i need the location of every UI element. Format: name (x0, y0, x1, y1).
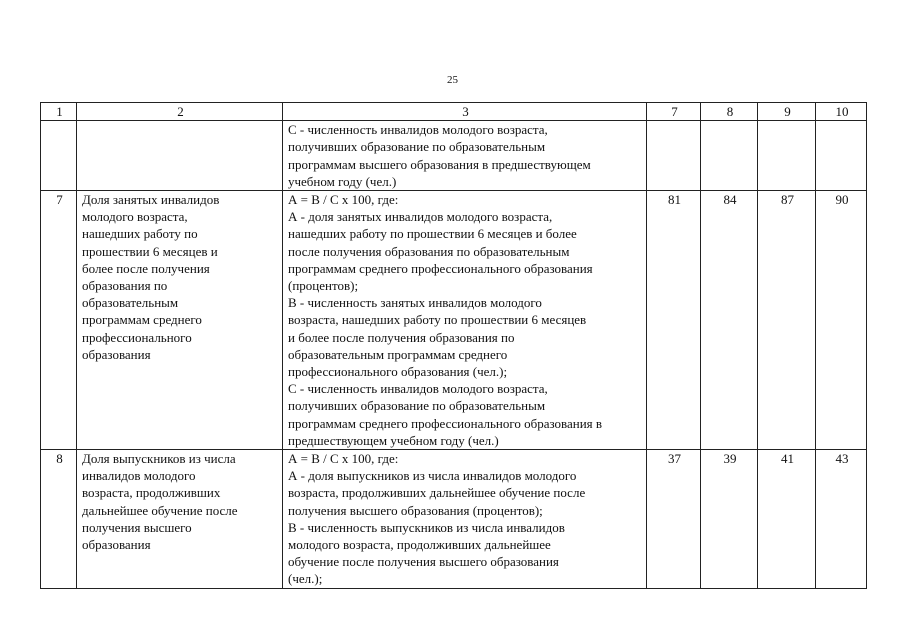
formula-line: А - доля занятых инвалидов молодого возраста, (288, 209, 553, 225)
indicator-name-line: возраста, продолживших (82, 485, 221, 501)
formula-line: А = В / С х 100, где: (288, 192, 399, 208)
formula-line: после получения образования по образовательным (288, 243, 570, 259)
indicator-name-line: дальнейшее обучение после (82, 502, 238, 518)
formula-line: образовательным программам среднего (288, 346, 508, 362)
column-header: 2 (77, 103, 283, 121)
indicator-name-line: прошествии 6 месяцев и (82, 243, 218, 259)
indicator-name-line: более после получения (82, 260, 210, 276)
formula-line: С - численность инвалидов молодого возраста, (288, 381, 548, 397)
value-cell-8: 39 (701, 450, 758, 589)
value-cell-9: 87 (758, 191, 816, 450)
indicator-name-line: образования по (82, 278, 168, 294)
table-row (41, 121, 867, 191)
value-cell-10: 90 (816, 191, 867, 450)
formula-cell (283, 450, 647, 589)
formula-line: возраста, нашедших работу по прошествии 6 месяцев (288, 312, 587, 328)
value-cell-7: 81 (647, 191, 701, 450)
indicator-name-line: Доля выпускников из числа (82, 451, 236, 467)
page-number: 25 (447, 74, 458, 86)
indicator-name-line: инвалидов молодого (82, 468, 196, 484)
value-cell-7 (647, 121, 701, 191)
formula-line: С - численность инвалидов молодого возраста, (288, 122, 548, 138)
formula-line: предшествующем учебном году (чел.) (288, 432, 499, 448)
column-header: 9 (758, 103, 816, 121)
indicator-name-cell (77, 450, 283, 589)
indicator-name-line: образовательным (82, 295, 179, 311)
formula-line: А - доля выпускников из числа инвалидов молодого (288, 468, 577, 484)
indicator-name-line: нашедших работу по (82, 226, 198, 242)
formula-line: программам среднего профессионального образования (288, 260, 593, 276)
formula-line: получивших образование по образовательным (288, 398, 546, 414)
formula-line: получения высшего образования (процентов); (288, 502, 543, 518)
formula-cell (283, 121, 647, 191)
table-header-row (41, 103, 867, 121)
column-header: 3 (283, 103, 647, 121)
indicator-name-line: образования (82, 346, 151, 362)
indicator-name-line: профессионального (82, 329, 192, 345)
indicators-table (40, 102, 867, 589)
indicator-name-line: образования (82, 537, 151, 553)
table-row (41, 191, 867, 450)
indicator-name-cell (77, 121, 283, 191)
value-cell-10 (816, 121, 867, 191)
formula-line: получивших образование по образовательным (288, 139, 546, 155)
value-cell-9: 41 (758, 450, 816, 589)
formula-line: (чел.); (288, 571, 323, 587)
table-row (41, 450, 867, 589)
indicator-name-line: программам среднего (82, 312, 202, 328)
column-header: 8 (701, 103, 758, 121)
formula-line: учебном году (чел.) (288, 173, 397, 189)
column-header: 1 (41, 103, 77, 121)
formula-line: и более после получения образования по (288, 329, 515, 345)
indicator-name-line: молодого возраста, (82, 209, 188, 225)
formula-line: А = В / С х 100, где: (288, 451, 399, 467)
formula-line: программам среднего профессионального образования в (288, 415, 603, 431)
formula-line: (процентов); (288, 278, 359, 294)
value-cell-8: 84 (701, 191, 758, 450)
formula-line: программам высшего образования в предшествующем (288, 156, 591, 172)
value-cell-10: 43 (816, 450, 867, 589)
formula-line: В - численность выпускников из числа инвалидов (288, 519, 565, 535)
formula-line: профессионального образования (чел.); (288, 364, 508, 380)
row-number-cell: 7 (41, 191, 77, 450)
value-cell-8 (701, 121, 758, 191)
formula-line: возраста, продолживших дальнейшее обучение после (288, 485, 586, 501)
column-header: 10 (816, 103, 867, 121)
formula-line: нашедших работу по прошествии 6 месяцев и более (288, 226, 577, 242)
formula-line: В - численность занятых инвалидов молодого (288, 295, 542, 311)
indicator-name-line: получения высшего (82, 519, 192, 535)
row-number-cell (41, 121, 77, 191)
row-number-cell: 8 (41, 450, 77, 589)
indicator-name-line: Доля занятых инвалидов (82, 192, 220, 208)
formula-cell (283, 191, 647, 450)
value-cell-9 (758, 121, 816, 191)
formula-line: обучение после получения высшего образования (288, 554, 559, 570)
column-header: 7 (647, 103, 701, 121)
indicator-name-cell (77, 191, 283, 450)
value-cell-7: 37 (647, 450, 701, 589)
formula-line: молодого возраста, продолживших дальнейшее (288, 537, 551, 553)
